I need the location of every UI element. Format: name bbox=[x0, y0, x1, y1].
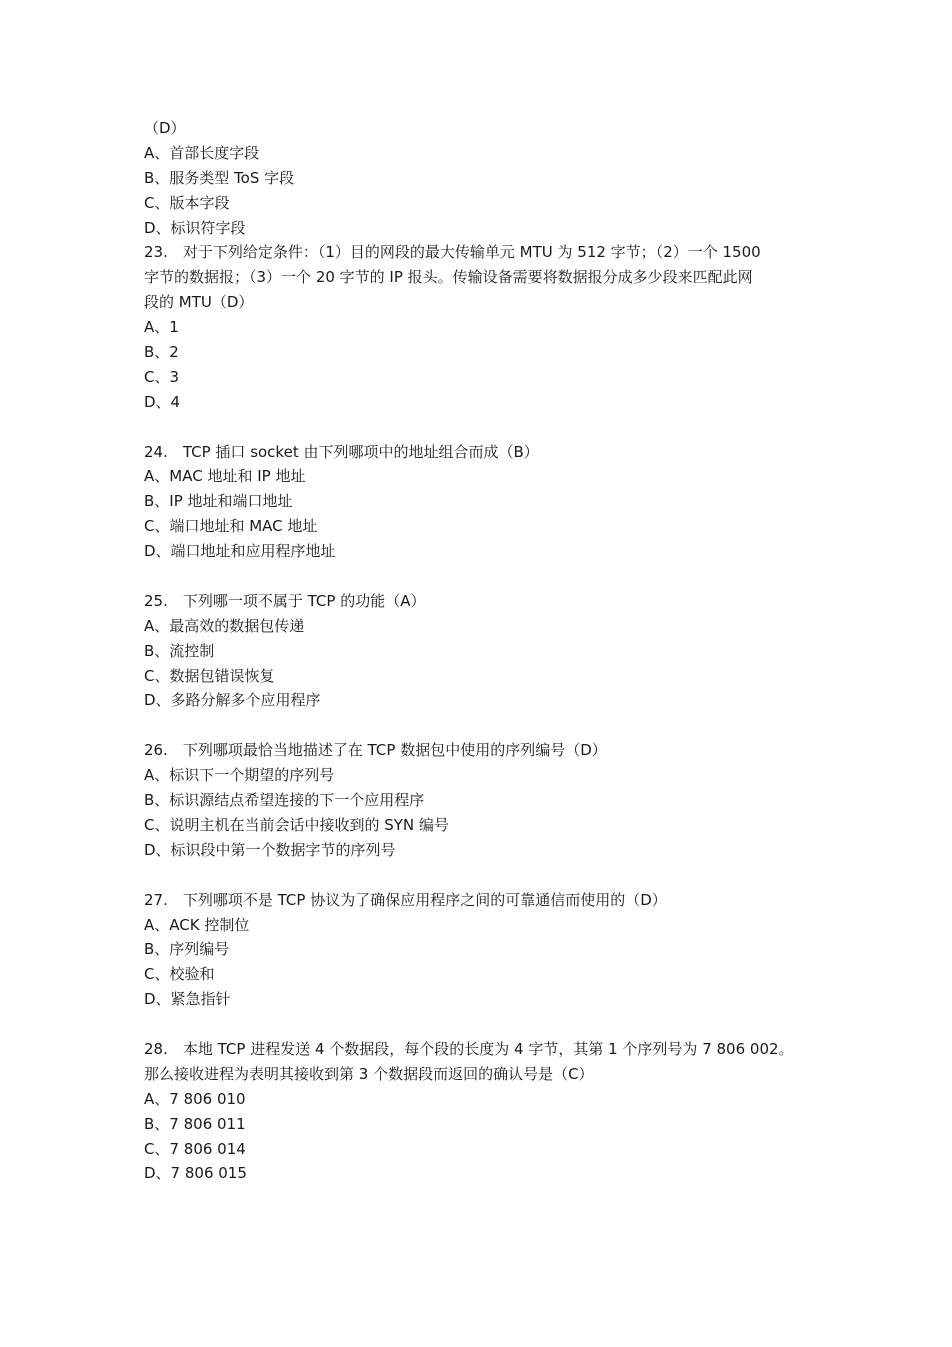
question-28 bbox=[144, 1037, 812, 1186]
option-d: D、标识符字段 bbox=[144, 218, 246, 237]
option-b: B、标识源结点希望连接的下一个应用程序 bbox=[144, 791, 425, 810]
option-d: D、紧急指针 bbox=[144, 990, 231, 1009]
option-c: C、数据包错误恢复 bbox=[144, 666, 275, 685]
option-c: C、3 bbox=[144, 367, 180, 386]
option-b: B、2 bbox=[144, 343, 179, 362]
question-stem-line-1: 28. 本地 TCP 进程发送 4 个数据段，每个段的长度为 4 字节，其第 1 个序列号为 7 806 002。 bbox=[144, 1039, 794, 1058]
option-c: C、说明主机在当前会话中接收到的 SYN 编号 bbox=[144, 815, 449, 834]
spacer bbox=[144, 713, 812, 738]
question-22-answer: （D） bbox=[144, 119, 186, 137]
question-stem-line-2: 那么接收进程为表明其接收到第 3 个数据段而返回的确认号是（C） bbox=[144, 1064, 594, 1083]
option-a: A、标识下一个期望的序列号 bbox=[144, 766, 335, 785]
option-b: B、流控制 bbox=[144, 641, 215, 660]
question-27 bbox=[144, 888, 812, 1012]
option-d: D、4 bbox=[144, 392, 181, 411]
question-stem: 27. 下列哪项不是 TCP 协议为了确保应用程序之间的可靠通信而使用的（D） bbox=[144, 890, 667, 909]
option-b: B、7 806 011 bbox=[144, 1114, 246, 1133]
spacer bbox=[144, 1012, 812, 1037]
spacer bbox=[144, 564, 812, 589]
option-c: C、校验和 bbox=[144, 965, 215, 984]
question-stem-line-2: 字节的数据报；（3）一个 20 字节的 IP 报头。传输设备需要将数据报分成多少段来匹配此网 bbox=[144, 268, 753, 287]
question-23 bbox=[144, 240, 812, 414]
question-24 bbox=[144, 440, 812, 564]
option-a: A、最高效的数据包传递 bbox=[144, 616, 305, 635]
option-c: C、版本字段 bbox=[144, 193, 230, 212]
question-stem: 26. 下列哪项最恰当地描述了在 TCP 数据包中使用的序列编号（D） bbox=[144, 741, 607, 760]
spacer bbox=[144, 415, 812, 440]
question-stem: 24. TCP 插口 socket 由下列哪项中的地址组合而成（B） bbox=[144, 442, 539, 461]
question-stem: 25. 下列哪一项不属于 TCP 的功能（A） bbox=[144, 591, 426, 610]
option-d: D、7 806 015 bbox=[144, 1164, 247, 1183]
question-26 bbox=[144, 738, 812, 862]
option-b: B、IP 地址和端口地址 bbox=[144, 492, 293, 511]
option-a: A、ACK 控制位 bbox=[144, 915, 250, 934]
option-c: C、端口地址和 MAC 地址 bbox=[144, 517, 318, 536]
option-b: B、序列编号 bbox=[144, 940, 230, 959]
option-b: B、服务类型 ToS 字段 bbox=[144, 168, 295, 187]
question-22-tail bbox=[144, 116, 812, 240]
question-stem-line-3: 段的 MTU（D） bbox=[144, 293, 254, 312]
option-d: D、端口地址和应用程序地址 bbox=[144, 542, 336, 561]
option-a: A、MAC 地址和 IP 地址 bbox=[144, 467, 306, 486]
option-d: D、标识段中第一个数据字节的序列号 bbox=[144, 840, 396, 859]
question-25 bbox=[144, 589, 812, 713]
option-a: A、7 806 010 bbox=[144, 1089, 246, 1108]
question-stem-line-1: 23. 对于下列给定条件：（1）目的网段的最大传输单元 MTU 为 512 字节；（2）一个 1500 bbox=[144, 243, 761, 262]
option-a: A、首部长度字段 bbox=[144, 143, 260, 162]
option-d: D、多路分解多个应用程序 bbox=[144, 691, 321, 710]
option-c: C、7 806 014 bbox=[144, 1139, 246, 1158]
spacer bbox=[144, 863, 812, 888]
option-a: A、1 bbox=[144, 318, 179, 337]
